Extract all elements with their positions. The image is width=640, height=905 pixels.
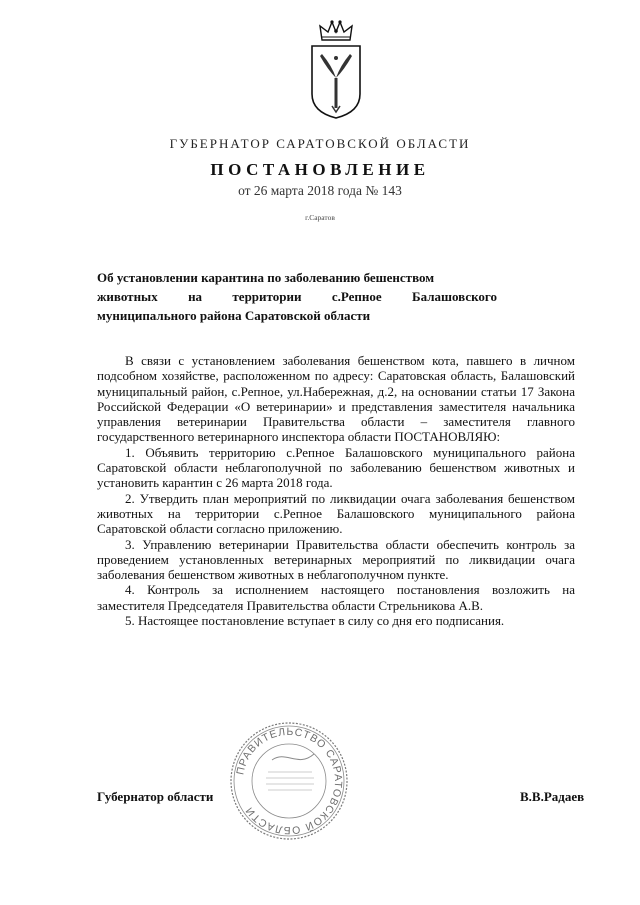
official-seal-stamp bbox=[228, 720, 350, 842]
signer-title: Губернатор области bbox=[97, 789, 214, 804]
issuing-authority: ГУБЕРНАТОР САРАТОВСКОЙ ОБЛАСТИ bbox=[169, 136, 471, 151]
resolution-item: 1. Объявить территорию с.Репное Балашовского муниципального района Саратовской области неблагополучной по заболеванию бешенством животных и установить карантин с 26 марта 2018 года. bbox=[97, 444, 575, 491]
subject-line: Об установлении карантина по заболеванию бешенством bbox=[97, 270, 435, 285]
resolution-item: 3. Управлению ветеринарии Правительства области обеспечить контроль за проведением установленных ветеринарных мероприятий по ликвидации очага заболевания бешенством животных в неблагополучном пункте. bbox=[97, 536, 575, 583]
coat-of-arms-icon bbox=[298, 18, 374, 122]
subject-line: муниципального района Саратовской области bbox=[97, 308, 371, 323]
resolution-item: 5. Настоящее постановление вступает в силу со дня его подписания. bbox=[125, 613, 505, 629]
resolution-item: 2. Утвердить план мероприятий по ликвидации очага заболевания бешенством животных на территории с.Репное Балашовского муниципального района Саратовской области согласно приложению. bbox=[97, 490, 575, 537]
signer-name: В.В.Радаев bbox=[520, 789, 585, 804]
seal-text: ПРАВИТЕЛЬСТВО САРАТОВСКОЙ ОБЛАСТИ bbox=[234, 725, 345, 837]
document-city: г.Саратов bbox=[305, 213, 335, 222]
svg-text:ПРАВИТЕЛЬСТВО САРАТОВСКОЙ ОБЛА bbox=[234, 726, 344, 836]
resolution-item: 4. Контроль за исполнением настоящего постановления возложить на заместителя Председателя Правительства области Стрельникова А.В. bbox=[97, 582, 575, 613]
document-subject bbox=[97, 268, 497, 325]
preamble-paragraph: В связи с установлением заболевания бешенством кота, павшего в личном подсобном хозяйстве, расположенном по адресу: Саратовская область, Балашовский муниципальный район, с.Репное, ул.Набережная, д.2, на основании статьи 17 Закона Российской Федерации «О ветеринарии» и представления заместителя начальника управления ветеринарии Правительства области – заместителя главного государственного ветеринарного инспектора области ПОСТАНОВЛЯЮ: bbox=[97, 353, 575, 445]
document-date-number: от 26 марта 2018 года № 143 bbox=[238, 183, 402, 198]
subject-line: животных на территории с.Репное Балашовского bbox=[97, 289, 497, 304]
document-type-title: ПОСТАНОВЛЕНИЕ bbox=[210, 160, 430, 179]
document-body bbox=[97, 353, 575, 628]
